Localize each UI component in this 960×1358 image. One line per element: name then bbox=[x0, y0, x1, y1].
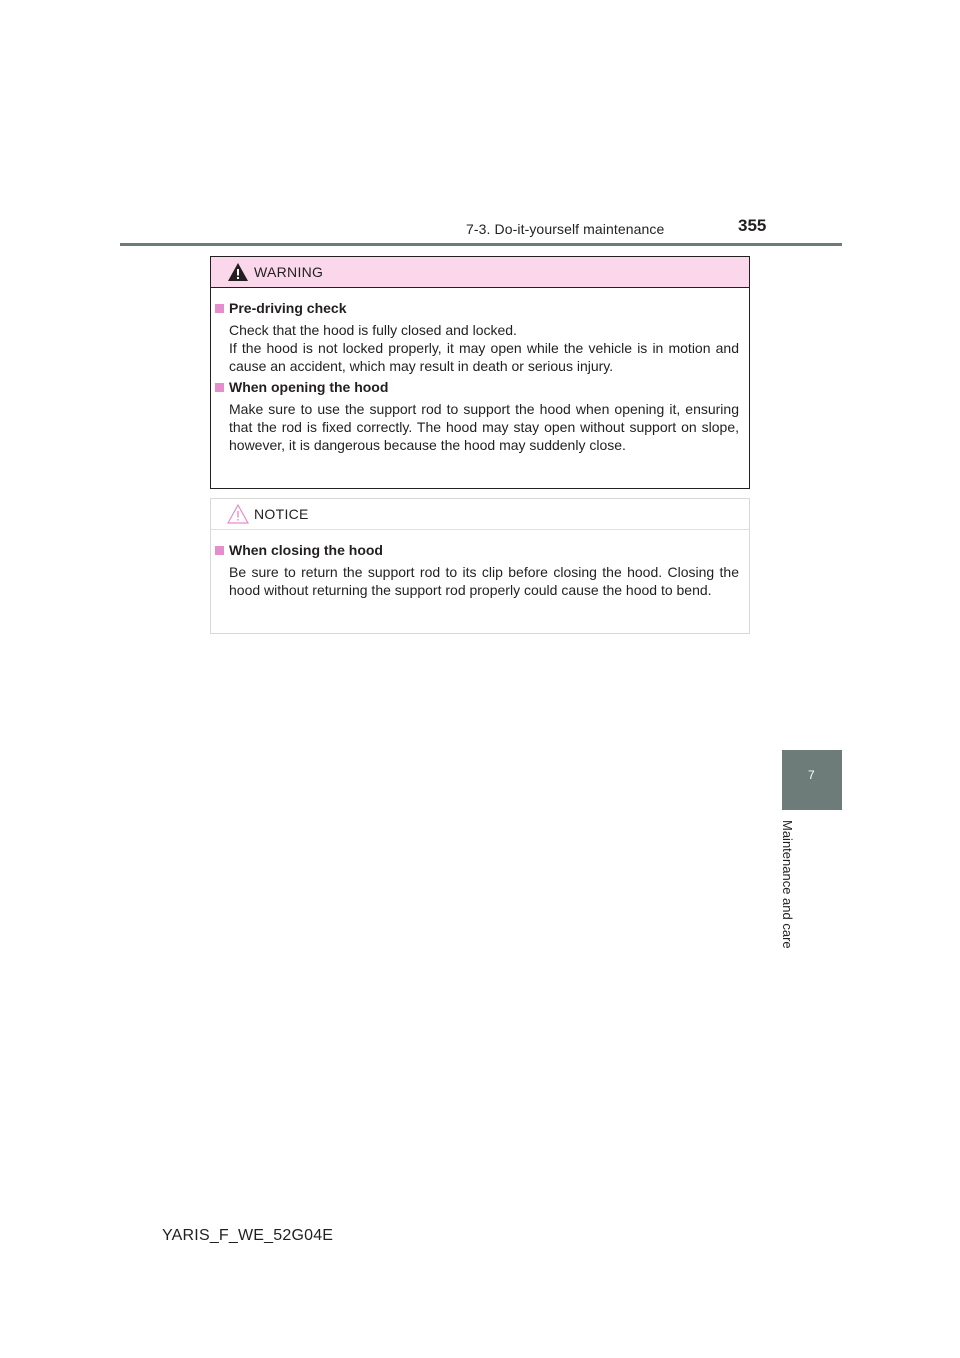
warning-header bbox=[211, 257, 749, 288]
notice-title: NOTICE bbox=[254, 506, 309, 522]
notice-header bbox=[211, 499, 749, 530]
chapter-label bbox=[772, 820, 812, 965]
notice-box bbox=[210, 498, 750, 634]
document-code: YARIS_F_WE_52G04E bbox=[162, 1227, 334, 1244]
running-header-section: 7-3. Do-it-yourself maintenance bbox=[466, 221, 665, 237]
page-number: 355 bbox=[738, 216, 767, 235]
notice-item-heading: When closing the hood bbox=[215, 542, 383, 558]
warning-item-text: If the hood is not locked properly, it may open while the vehicle is in motion and cause an accident, which may result in death or serious injury. bbox=[229, 340, 739, 374]
warning-title: WARNING bbox=[254, 264, 324, 280]
warning-triangle-icon bbox=[227, 262, 249, 282]
pink-square-bullet-icon bbox=[215, 383, 224, 392]
warning-box bbox=[210, 256, 750, 489]
chapter-title: Maintenance and care bbox=[780, 820, 795, 949]
pink-square-bullet-icon bbox=[215, 546, 224, 555]
warning-item-text: Check that the hood is fully closed and locked. bbox=[229, 322, 517, 338]
chapter-number: 7 bbox=[808, 768, 815, 782]
pink-square-bullet-icon bbox=[215, 304, 224, 313]
warning-item-text: Make sure to use the support rod to support the hood when opening it, ensuring that the rod is fixed correctly. The hood may stay open without support on slope, however, it is dangerous because the hood may suddenly close. bbox=[229, 401, 739, 453]
warning-item-heading: When opening the hood bbox=[215, 379, 388, 395]
warning-item-heading: Pre-driving check bbox=[215, 300, 347, 316]
header-divider bbox=[120, 243, 842, 246]
caution-triangle-icon bbox=[227, 504, 249, 524]
notice-item-text: Be sure to return the support rod to its clip before closing the hood. Closing the hood without returning the support rod properly could cause the hood to bend. bbox=[229, 564, 739, 598]
chapter-tab[interactable] bbox=[782, 750, 842, 810]
